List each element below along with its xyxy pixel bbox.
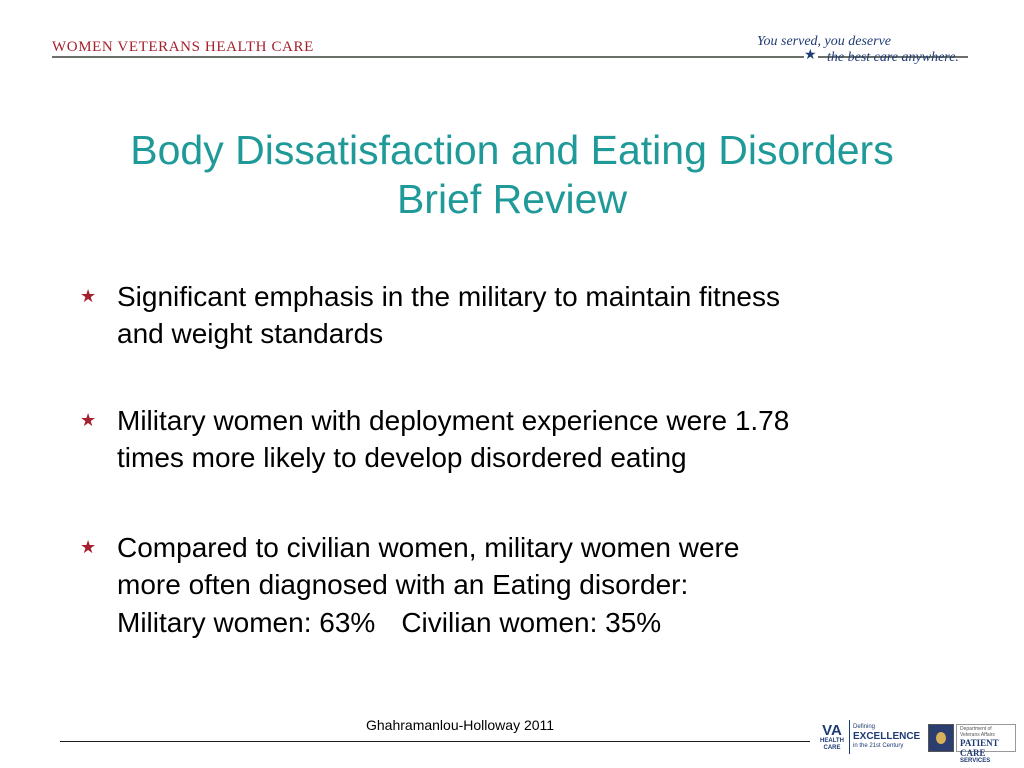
military-stat: Military women: 63% [117,607,376,638]
footer-citation: Ghahramanlou-Holloway 2011 [366,717,555,733]
bullet-text-line: and weight standards [117,318,384,349]
stats-line [117,604,739,641]
star-bullet-icon: ★ [80,286,97,306]
va-logo-va: VA [822,721,842,739]
bullet-text-line: Compared to civilian women, military women were [117,532,740,563]
tagline-line-1: You served, you deserve [757,34,892,49]
va-seal-icon [928,724,954,752]
header-brand: WOMEN VETERANS HEALTH CARE [52,39,314,55]
slide-title-line-1: Body Dissatisfaction and Eating Disorders [130,127,894,173]
va-logo-care: CARE [823,744,841,751]
bullet-item [80,529,739,641]
bullet-text-line: Significant emphasis in the military to maintain fitness [117,281,780,312]
slide-title-line-2: Brief Review [396,176,628,222]
va-logo-excellence: EXCELLENCE [853,731,921,742]
va-logo-divider [849,720,850,754]
va-logo-century: in the 21st Century [853,743,904,749]
header-rule [52,56,804,58]
bullet-text-line: more often diagnosed with an Eating disorder: [117,569,689,600]
tagline-line-2: the best care anywhere. [827,50,959,65]
bullet-item [80,402,789,476]
civilian-stat: Civilian women: 35% [401,607,662,638]
patient-care-services-logo [928,722,1020,764]
bullet-text-line: Military women with deployment experience were 1.78 [117,405,790,436]
star-bullet-icon: ★ [80,537,97,557]
pcs-logo-services: SERVICES [960,758,991,764]
pcs-logo-patient-care: PATIENT CARE [960,738,999,758]
va-logo-defining: Defining [853,724,876,730]
footer-rule [60,741,810,742]
pcs-logo-dept: Department of Veterans Affairs [960,726,995,738]
bullet-text-line: times more likely to develop disordered eating [117,442,687,473]
tagline-star-icon: ★ [804,46,817,62]
star-bullet-icon: ★ [80,410,97,430]
bullet-item [80,278,780,352]
slide-title [0,126,1024,224]
va-logo-health: HEALTH [820,737,844,744]
va-excellence-logo [818,719,922,755]
